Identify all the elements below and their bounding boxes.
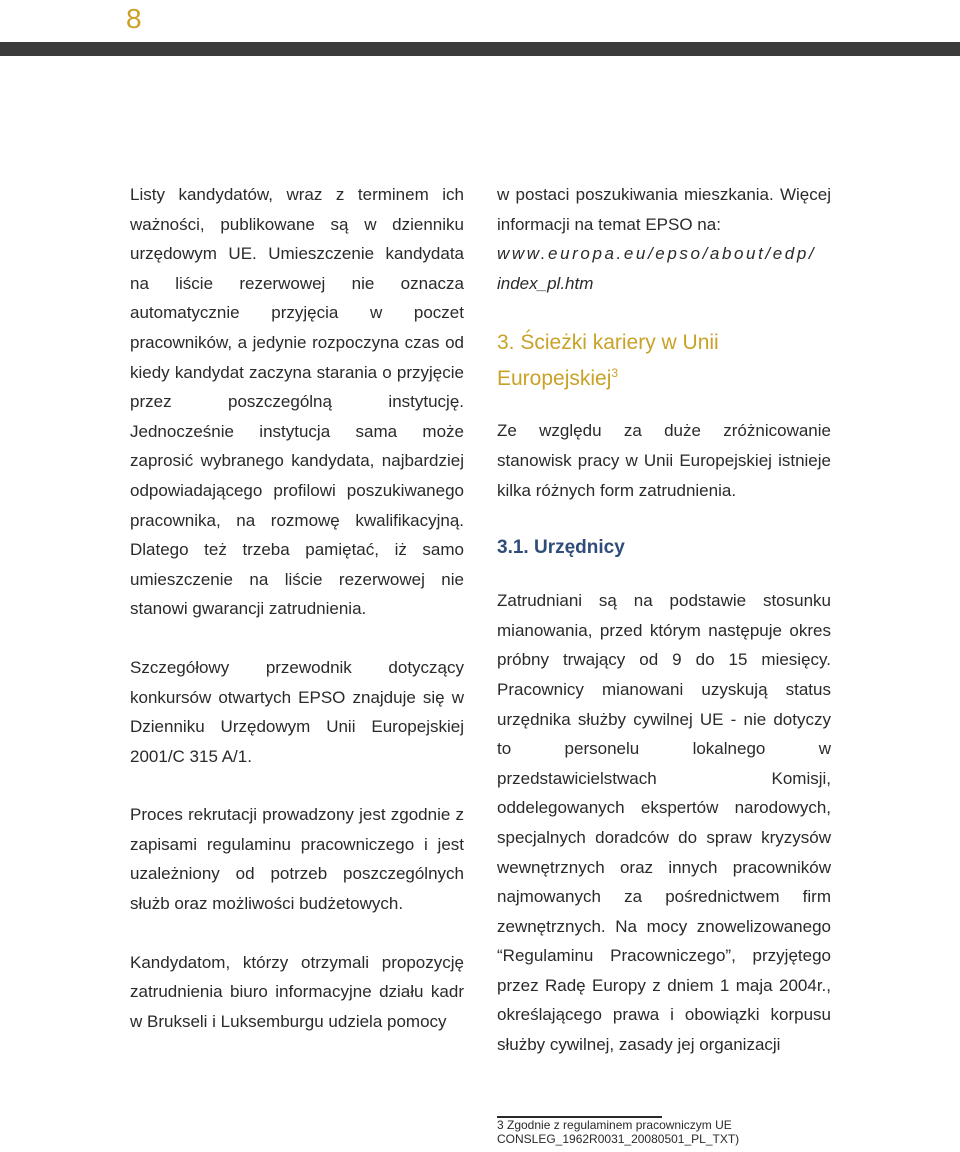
header-bar [0, 42, 960, 56]
housing-info-text: w postaci poszukiwania mieszkania. Więcej informacji na temat EPSO na: [497, 185, 831, 234]
section-heading-careers [497, 328, 831, 394]
footnote-line-2: CONSLEG_1962R0031_20080501_PL_TXT) [497, 1132, 740, 1146]
paragraph-housing-info [497, 180, 831, 298]
section-heading-careers-text: 3. Ścieżki kariery w Unii Europejskiej [497, 331, 719, 391]
footnote [497, 1118, 827, 1146]
left-column [130, 180, 464, 1036]
paragraph-employment-forms: Ze względu za duże zróżnicowanie stanowisk pracy w Unii Europejskiej istnieje kilka różnych form zatrudnienia. [497, 421, 831, 500]
subsection-heading-officials: 3.1. Urzędnicy [497, 537, 625, 559]
epso-link-part1[interactable]: www.europa.eu/epso/about/edp/ [497, 244, 817, 264]
footnote-ref: 3 [611, 366, 619, 381]
paragraph-candidates-help: Kandydatom, którzy otrzymali propozycję zatrudnienia biuro informacyjne działu kadr w Brukseli i Luksemburgu udziela pomocy [130, 952, 464, 1031]
paragraph-recruitment-process: Proces rekrutacji prowadzony jest zgodnie z zapisami regulaminu pracowniczego i jest uzależniony od potrzeb poszczególnych służb oraz możliwości budżetowych. [130, 805, 464, 914]
right-column [497, 180, 831, 1060]
page-number: 8 [126, 3, 142, 34]
footnote-line-1: 3 Zgodnie z regulaminem pracowniczym UE [497, 1118, 732, 1132]
paragraph-officials: Zatrudniani są na podstawie stosunku mianowania, przed którym następuje okres próbny trwający od 9 do 15 miesięcy. Pracownicy mianowani uzyskują status urzędnika służby cywilnej UE - nie dotyczy to personelu lokalnego w przedstawicielstwach Komisji, oddelegowanych ekspertów narodowych, specjalnych doradców do spraw kryzysów wewnętrznych oraz innych pracowników najmowanych za pośrednictwem firm zewnętrznych. Na mocy znowelizowanego “Regulaminu Pracowniczego”, przyjętego przez Radę Europy z dniem 1 maja 2004r., określającego prawa i obowiązki korpusu służby cywilnej, zasady jej organizacji [497, 591, 831, 1055]
paragraph-epso-guide: Szczegółowy przewodnik dotyczący konkursów otwartych EPSO znajduje się w Dzienniku Urzędowym Unii Europejskiej 2001/C 315 A/1. [130, 657, 464, 766]
epso-link-part2[interactable]: index_pl.htm [497, 273, 594, 293]
paragraph-reserve-list: Listy kandydatów, wraz z terminem ich ważności, publikowane są w dzienniku urzędowym UE. Umieszczenie kandydata na liście rezerwowej nie oznacza automatycznie przyjęcia w poczet pracowników, a jedynie rozpoczyna czas od kiedy kandydat zaczyna starania o przyjęcie przez poszczególną instytucję. Jednocześnie instytucja sama może zaprosić wybranego kandydata, najbardziej odpowiadającego profilowi poszukiwanego pracownika, na rozmowę kwalifikacyjną. Dlatego też trzeba pamiętać, iż samo umieszczenie na liście rezerwowej nie stanowi gwarancji zatrudnienia. [130, 185, 464, 619]
